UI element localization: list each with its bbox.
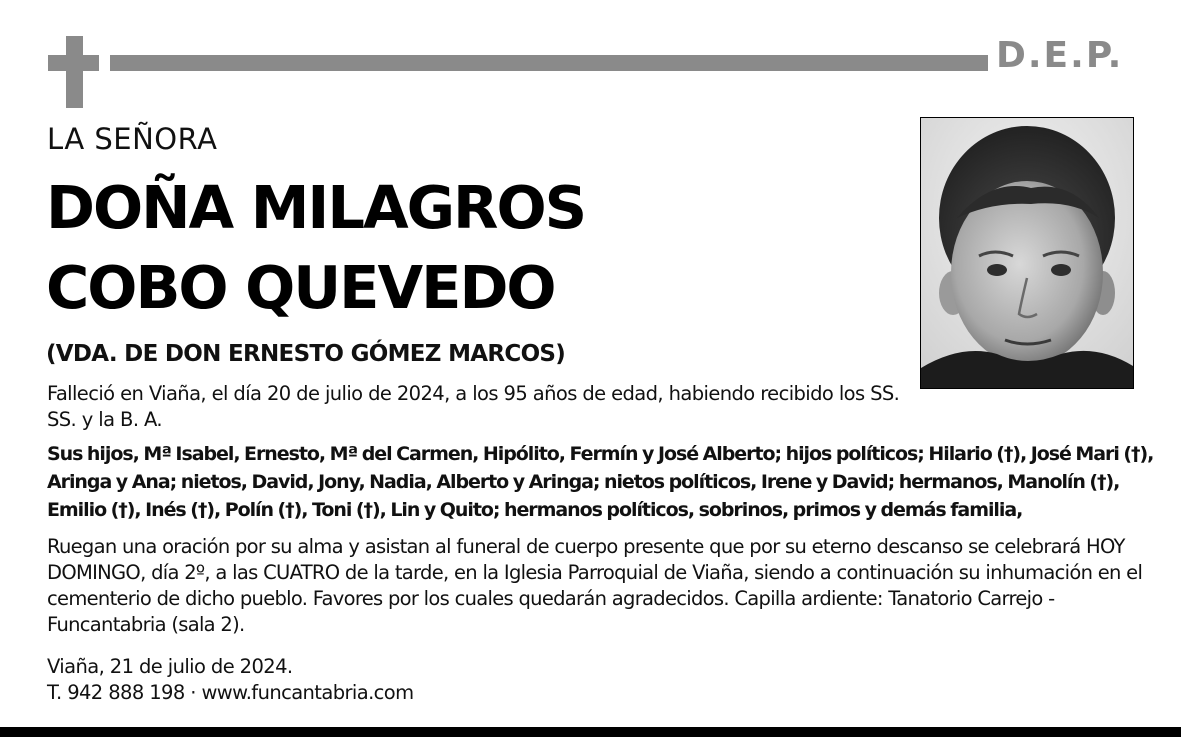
dep-label: D.E.P. bbox=[996, 35, 1124, 76]
honorific: LA SEÑORA bbox=[47, 122, 218, 156]
bottom-rule bbox=[0, 727, 1181, 737]
death-notice: Falleció en Viaña, el día 20 de julio de 2024, a los 95 años de edad, habiendo recibido los SS. SS. y la B. A. bbox=[47, 382, 900, 431]
funeral-details: Ruegan una oración por su alma y asistan al funeral de cuerpo presente que por su eterno descanso se celebrará HOY DOMINGO, día 2º, a las CUATRO de la tarde, en la Iglesia Parroquial de Viaña, siendo a continuación su inhumación en el cementerio de dicho pueblo. Favores por los cuales quedarán agradecidos. Capilla ardiente: Tanatorio Carrejo - Funcantabria (sala 2). bbox=[47, 535, 1143, 636]
widow-of: (VDA. DE DON ERNESTO GÓMEZ MARCOS) bbox=[46, 341, 566, 367]
header-rule bbox=[110, 55, 988, 71]
portrait-photo bbox=[920, 117, 1134, 389]
deceased-name-line2: COBO QUEVEDO bbox=[46, 253, 555, 322]
place-date: Viaña, 21 de julio de 2024. bbox=[47, 655, 293, 678]
deceased-name-line1: DOÑA MILAGROS bbox=[46, 173, 586, 242]
family-list: Sus hijos, Mª Isabel, Ernesto, Mª del Carmen, Hipólito, Fermín y José Alberto; hijos políticos; Hilario (†), José Mari (†), Aringa y Ana; nietos, David, Jony, Nadia, Alberto y Aringa; nietos políticos, Irene y David; hermanos, Manolín (†), Emilio (†), Inés (†), Polín (†), Toni (†), Lin y Quito; hermanos políticos, sobrinos, primos y demás familia, bbox=[47, 443, 1154, 521]
cross-icon-vertical bbox=[66, 36, 83, 108]
contact-info: T. 942 888 198 · www.funcantabria.com bbox=[47, 681, 414, 704]
cross-icon-horizontal bbox=[48, 55, 99, 71]
